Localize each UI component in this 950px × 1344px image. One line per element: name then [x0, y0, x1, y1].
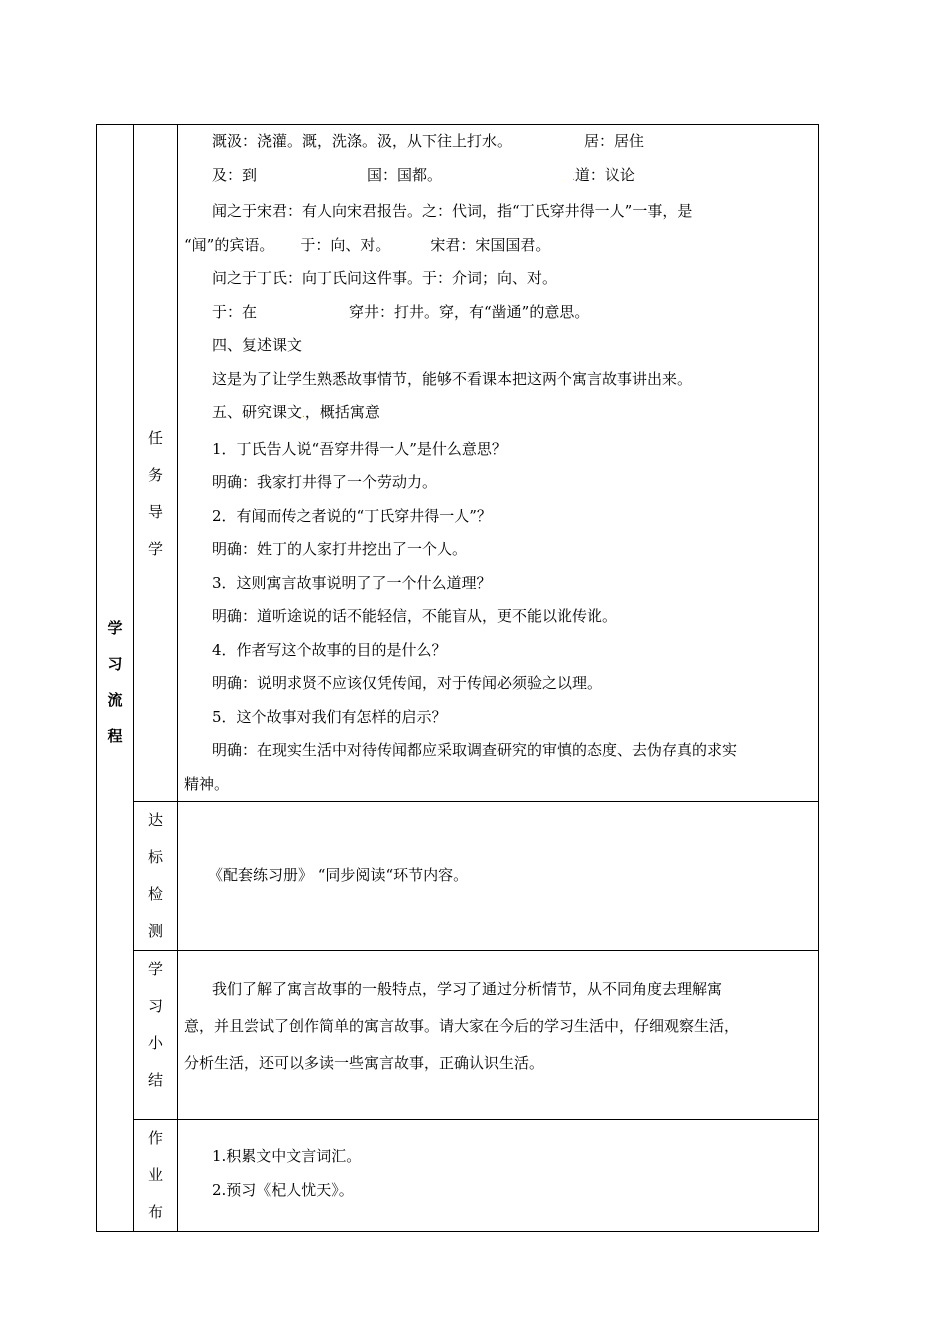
task-label-cell [134, 125, 178, 802]
summary-label-char: 学 [147, 960, 163, 978]
flow-label-char: 流 [107, 691, 123, 709]
flow-label-char: 程 [107, 727, 123, 745]
task-label-char: 任 [147, 429, 163, 447]
detect-content-cell [178, 802, 819, 951]
vocab-line: 于：在 穿井：打井。穿，有“凿通”的意思。 [212, 302, 590, 321]
answer: 明确：道听途说的话不能轻信，不能盲从，更不能以讹传讹。 [212, 607, 618, 625]
summary-content-cell [178, 951, 819, 1120]
task-content-cell [178, 125, 819, 802]
answer: 明确：我家打井得了一个劳动力。 [212, 473, 438, 491]
homework-content-cell [178, 1120, 819, 1232]
flow-label-cell [97, 125, 134, 1232]
vocab-line: “闻”的宾语。 于：向、对。 宋君：宋国国君。 [184, 235, 551, 254]
detect-label-char: 标 [147, 848, 163, 866]
homework-item: 2.预习《杞人忧天》。 [212, 1180, 354, 1199]
summary-line: 意，并且尝试了创作简单的寓言故事。请大家在今后的学习生活中，仔细观察生活， [184, 1017, 740, 1035]
detect-text: 《配套练习册》 “同步阅读“环节内容。 [208, 866, 469, 885]
question: 1．丁氏告人说“吾穿井得一人”是什么意思？ [212, 439, 507, 458]
summary-label-char: 习 [147, 997, 163, 1015]
summary-line: 分析生活，还可以多读一些寓言故事，正确认识生活。 [184, 1054, 545, 1072]
homework-label-char: 作 [147, 1129, 163, 1147]
task-label-char: 学 [147, 540, 163, 558]
summary-label-char: 小 [147, 1034, 163, 1052]
lesson-plan-table [96, 124, 819, 1232]
flow-label-char: 学 [107, 619, 123, 637]
homework-label-cell [134, 1120, 178, 1232]
homework-label-char: 布 [147, 1203, 163, 1221]
vocab-line: 问之于丁氏：向丁氏问这件事。于：介词；向、对。 [212, 269, 558, 287]
detect-label-char: 测 [147, 922, 163, 940]
vocab-line: 及：到 国：国都。 .道：议论 [212, 165, 635, 184]
answer: 明确：在现实生活中对待传闻都应采取调查研究的审慎的态度、去伪存真的求实 [212, 741, 738, 759]
question: 3．这则寓言故事说明了了一个什么道理？ [212, 573, 492, 592]
question: 2．有闻而传之者说的“丁氏穿井得一人”？ [212, 506, 492, 525]
homework-label-char: 业 [147, 1166, 163, 1184]
task-label-char: 务 [147, 466, 163, 484]
detect-label-char: 检 [147, 885, 163, 903]
detect-label-char: 达 [147, 811, 163, 829]
summary-label-char: 结 [147, 1071, 163, 1089]
section-text: 这是为了让学生熟悉故事情节，能够不看课本把这两个寓言故事讲出来。 [212, 369, 693, 388]
answer: 明确：姓丁的人家打井挖出了一个人。 [212, 540, 468, 558]
vocab-line: 闻之于宋君：有人向宋君报告。之：代词，指“丁氏穿井得一人”一事，是 [212, 202, 693, 220]
section-heading: 四、复述课文 [212, 336, 303, 354]
detect-label-cell [134, 802, 178, 951]
vocab-line: 溉汲：浇灌。溉，洗涤。汲，从下往上打水。 居：居住 [212, 132, 645, 150]
question: 5．这个故事对我们有怎样的启示？ [212, 707, 447, 726]
answer: 明确：说明求贤不应该仅凭传闻，对于传闻必须验之以理。 [212, 674, 603, 692]
summary-label-cell [134, 951, 178, 1120]
answer-continued: 精神。 [184, 774, 230, 793]
question: 4．作者写这个故事的目的是什么？ [212, 640, 447, 659]
task-label-char: 导 [147, 503, 163, 521]
summary-line: 我们了解了寓言故事的一般特点，学习了通过分析情节，从不同角度去理解寓 [212, 980, 723, 998]
homework-item: 1.积累文中文言词汇。 [212, 1147, 362, 1165]
flow-label-char: 习 [107, 655, 123, 673]
section-heading: 五、研究课文.，概括寓意 [212, 403, 380, 421]
